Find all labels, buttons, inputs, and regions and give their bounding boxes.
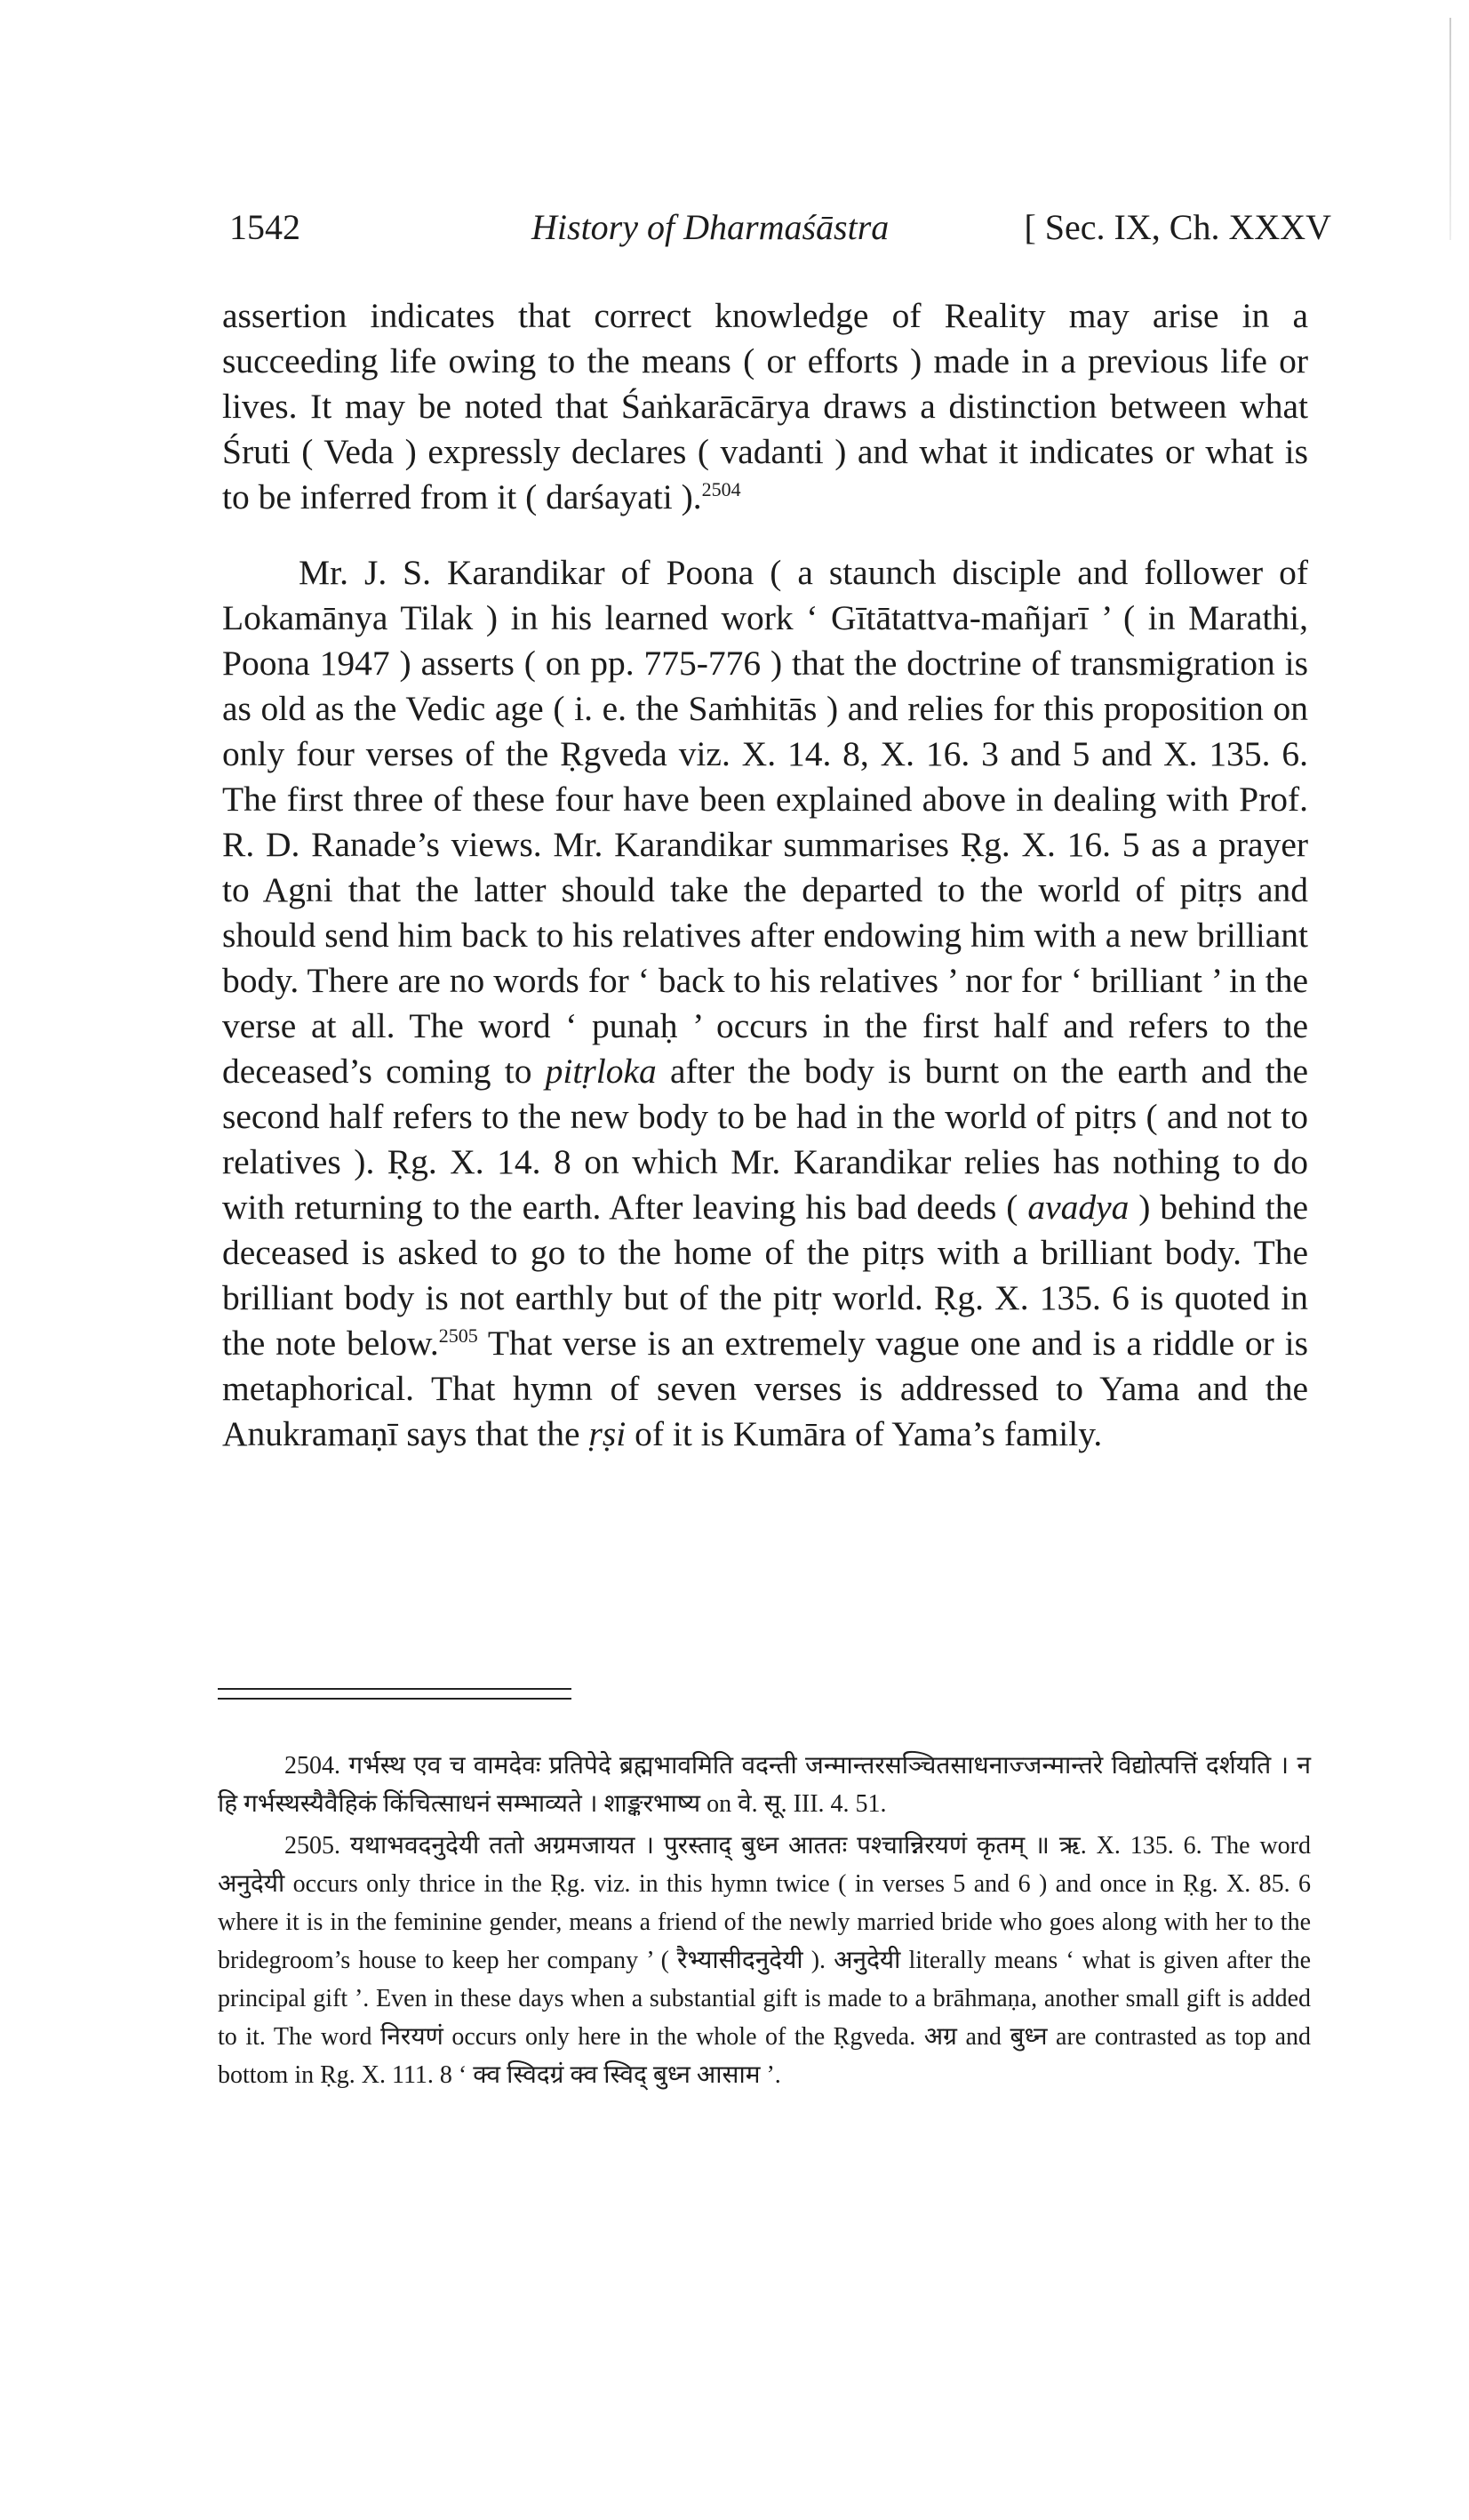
paragraph-2-text-a: Mr. J. S. Karandikar of Poona ( a staunch disciple and follower of Lokamānya Tilak ) in his learned work ‘ Gītātattva-mañjarī ’ ( in Marathi, Poona 1947 ) asserts ( on pp. 775-776 ) that the doctrine of transmigration is as old as the Vedic age ( i. e. the Saṁhitās ) and relies for this proposition on only four verses of the Ṛgveda viz. X. 14. 8, X. 16. 3 and 5 and X. 135. 6. The first three of these four have been explained above in dealing with Prof. R. D. Ranade’s views. Mr. Karandikar summarises Ṛg. X. 16. 5 as a prayer to Agni that the latter should take the departed to the world of pitṛs and should send him back to his relatives after endowing him with a new brilliant body. There are no words for ‘ back to his relatives ’ nor for ‘ brilliant ’ in the verse at all. The word ‘ punaḥ ’ occurs in the first half and refers to the deceased’s coming to bbox=[222, 553, 1308, 1091]
footnote-rule-bottom bbox=[218, 1698, 571, 1700]
footnote-2504: 2504. गर्भस्थ एव च वामदेवः प्रतिपेदे ब्रह्मभावमिति वदन्ती जन्मान्तरसञ्चितसाधनाज्जन्मान्तरे विद्योत्पत्तिं दर्शयति । न हि गर्भस्थस्यैवैहिकं किंचित्साधनं सम्भाव्यते । शाङ्करभाष्य on वे. सू. III. 4. 51. bbox=[218, 1752, 1311, 1818]
scan-edge-line bbox=[1449, 18, 1451, 240]
page-number: 1542 bbox=[229, 207, 300, 247]
paragraph-2 bbox=[222, 550, 1308, 1457]
main-text bbox=[222, 293, 1308, 1457]
page-header bbox=[229, 206, 1331, 256]
footnote-ref-2504: 2504 bbox=[701, 477, 741, 500]
paragraph-2-text-b: after the body is burnt on the earth and the second half refers to the new body to be had in the world of pitṛs ( and not to relatives ). Ṛg. X. 14. 8 on which Mr. Karandikar relies has nothing to do with returning to the earth. After leaving his bad deeds ( bbox=[222, 1052, 1308, 1227]
paragraph-2-text-c: ) behind the deceased is asked to go to the home of the pitṛs with a brilliant body. The brilliant body is not earthly but of the pitṛ world. Ṛg. X. 135. 6 is quoted in the note below. bbox=[222, 1188, 1308, 1363]
paragraph-2-text-e: of it is Kumāra of Yama’s family. bbox=[626, 1414, 1103, 1453]
paragraph-2-text-d: That verse is an extremely vague one and is a riddle or is metaphorical. That hymn of seven verses is addressed to Yama and the Anukramaṇī says that the bbox=[222, 1324, 1308, 1453]
section-reference: [ Sec. IX, Ch. XXXV bbox=[1024, 207, 1331, 247]
footnote-ref-2505: 2505 bbox=[438, 1324, 478, 1347]
italic-rsi: ṛṣi bbox=[588, 1414, 627, 1453]
paragraph-1 bbox=[222, 293, 1308, 520]
paragraph-1-text: assertion indicates that correct knowledge of Reality may arise in a succeeding life owing to the means ( or efforts ) made in a previous life or lives. It may be noted that Śaṅkarācārya draws a distinction between what Śruti ( Veda ) expressly declares ( vadanti ) and what it indicates or what is to be inferred from it ( darśayati ). bbox=[222, 296, 1308, 516]
italic-pitrloka: pitṛloka bbox=[545, 1052, 657, 1091]
footnote-rule-top bbox=[218, 1688, 571, 1690]
italic-avadya: avadya bbox=[1027, 1188, 1130, 1227]
footnote-2505: 2505. यथाभवदनुदेयी ततो अग्रमजायत । पुरस्ताद् बुध्न आततः पश्चान्निरयणं कृतम् ॥ ऋ. X. 135. 6. The word अनुदेयी occurs only thrice in the Ṛg. viz. in this hymn twice ( in verses 5 and 6 ) and once in Ṛg. X. 85. 6 where it is in the feminine gender, means a friend of the newly married bride who goes along with her to the bridegroom’s house to keep her company ’ ( रैभ्यासीदनुदेयी ). अनुदेयी literally means ‘ what is given after the principal gift ’. Even in these days when a substantial gift is made to a brāhmaṇa, another small gift is added to it. The word निरयणं occurs only here in the whole of the Ṛgveda. अग्र and बुध्न are contrasted as top and bottom in Ṛg. X. 111. 8 ‘ क्व स्विदग्रं क्व स्विद् बुध्न आसाम ’. bbox=[218, 1832, 1311, 2089]
running-title: History of Dharmaśāstra bbox=[531, 207, 890, 247]
footnotes bbox=[218, 1747, 1311, 2094]
